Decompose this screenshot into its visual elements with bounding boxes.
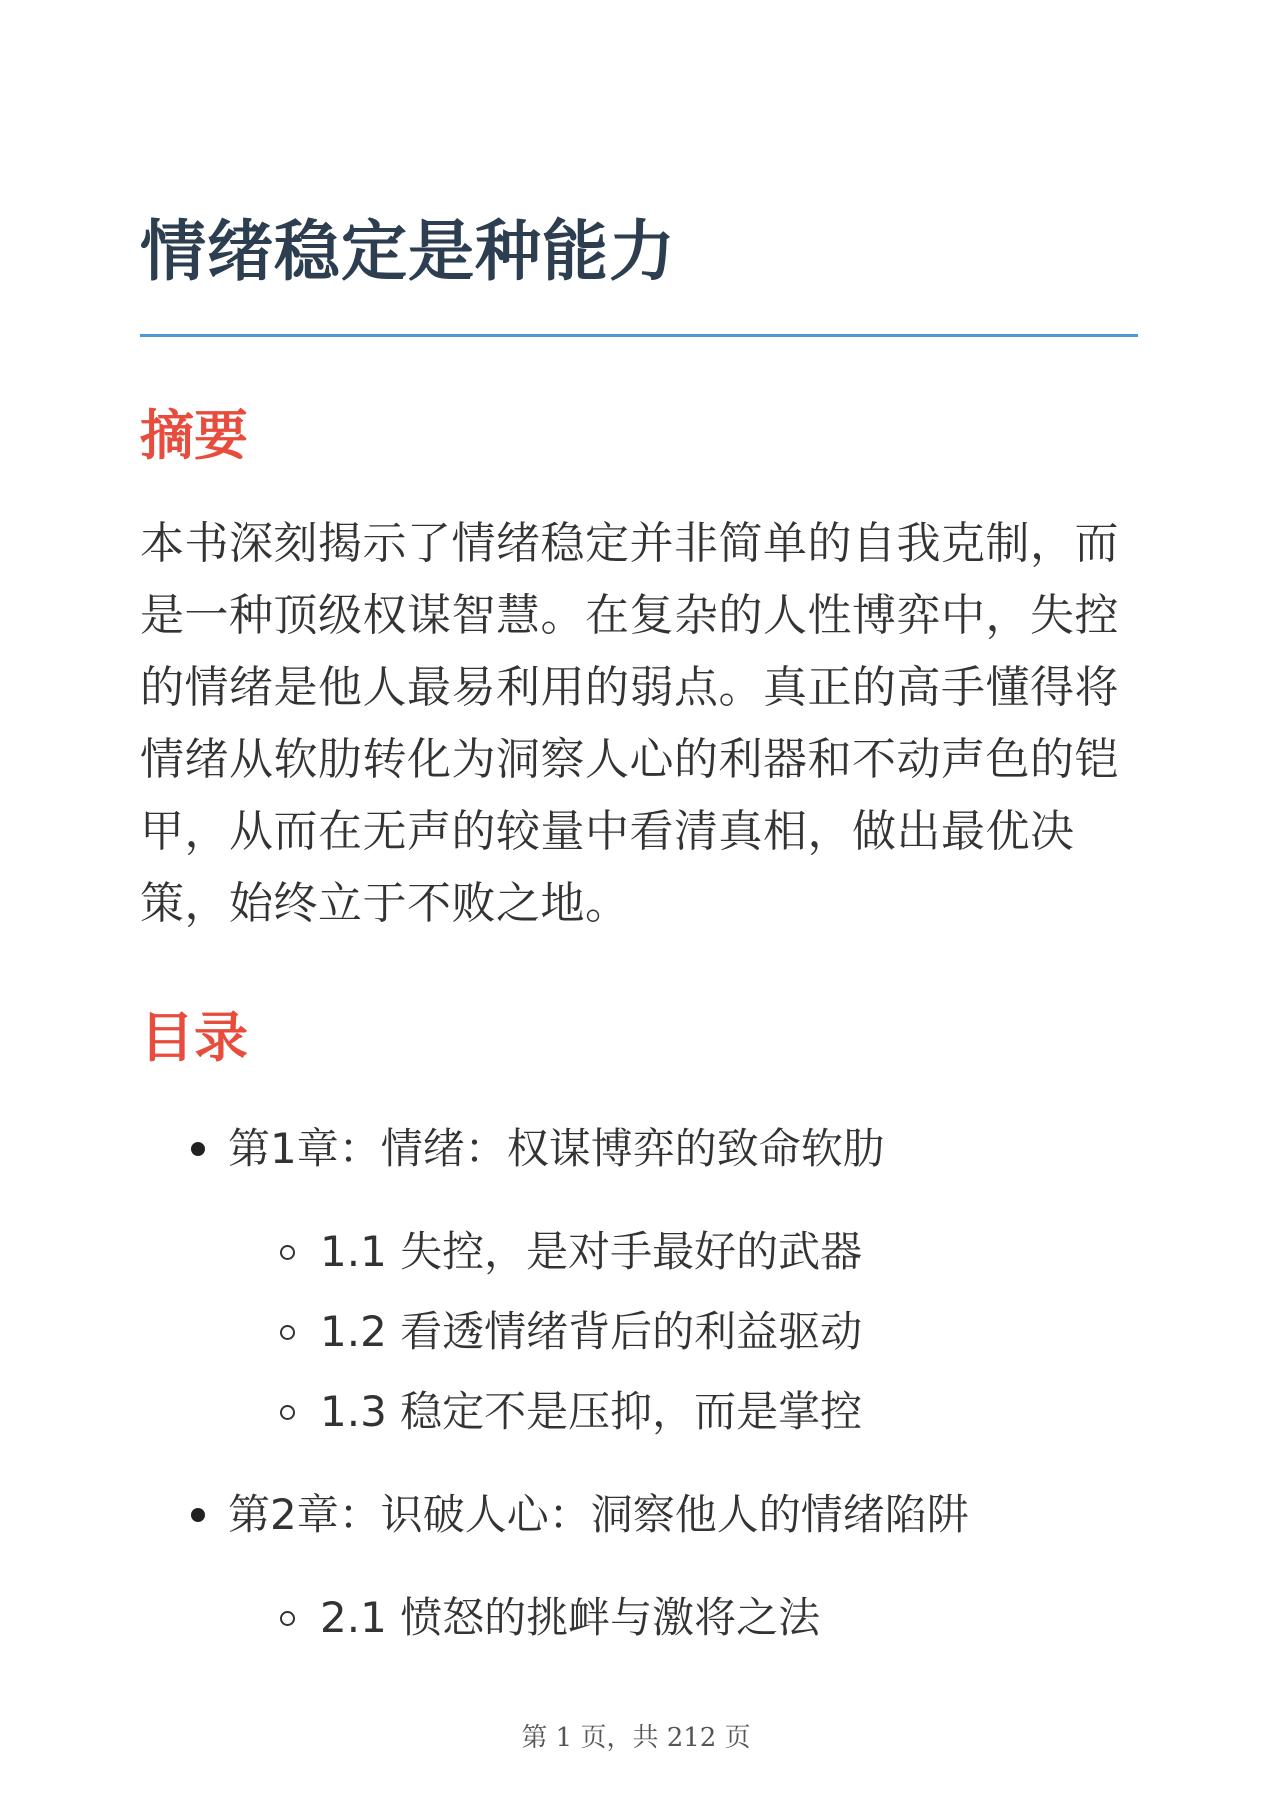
- toc-chapter-2[interactable]: 第2章：识破人心：洞察他人的情绪陷阱: [228, 1490, 969, 1539]
- bullet-circle-icon: [280, 1405, 295, 1420]
- bullet-circle-icon: [280, 1611, 295, 1626]
- toc-section-1-3[interactable]: 1.3 稳定不是压抑，而是掌控: [320, 1387, 863, 1436]
- bullet-disc-icon: [191, 1508, 205, 1522]
- bullet-disc-icon: [191, 1142, 205, 1156]
- toc-heading: 目录: [140, 1006, 248, 1069]
- title-divider: [140, 334, 1138, 337]
- toc-section-2-1[interactable]: 2.1 愤怒的挑衅与激将之法: [320, 1593, 821, 1642]
- bullet-circle-icon: [280, 1325, 295, 1340]
- toc-section-1-1[interactable]: 1.1 失控，是对手最好的武器: [320, 1227, 863, 1276]
- page-indicator: 第 1 页，共 212 页: [521, 1723, 751, 1753]
- toc-section-1-2[interactable]: 1.2 看透情绪背后的利益驱动: [320, 1307, 863, 1356]
- bullet-circle-icon: [280, 1245, 295, 1260]
- toc-chapter-1[interactable]: 第1章：情绪：权谋博弈的致命软肋: [228, 1124, 885, 1173]
- summary-paragraph: 本书深刻揭示了情绪稳定并非简单的自我克制，而是一种顶级权谋智慧。在复杂的人性博弈中，失控的情绪是他人最易利用的弱点。真正的高手懂得将情绪从软肋转化为洞察人心的利器和不动声色的铠甲，从而在无声的较量中看清真相，做出最优决策，始终立于不败之地。: [140, 518, 1119, 929]
- document-title: 情绪稳定是种能力: [140, 213, 676, 290]
- summary-heading: 摘要: [140, 404, 248, 467]
